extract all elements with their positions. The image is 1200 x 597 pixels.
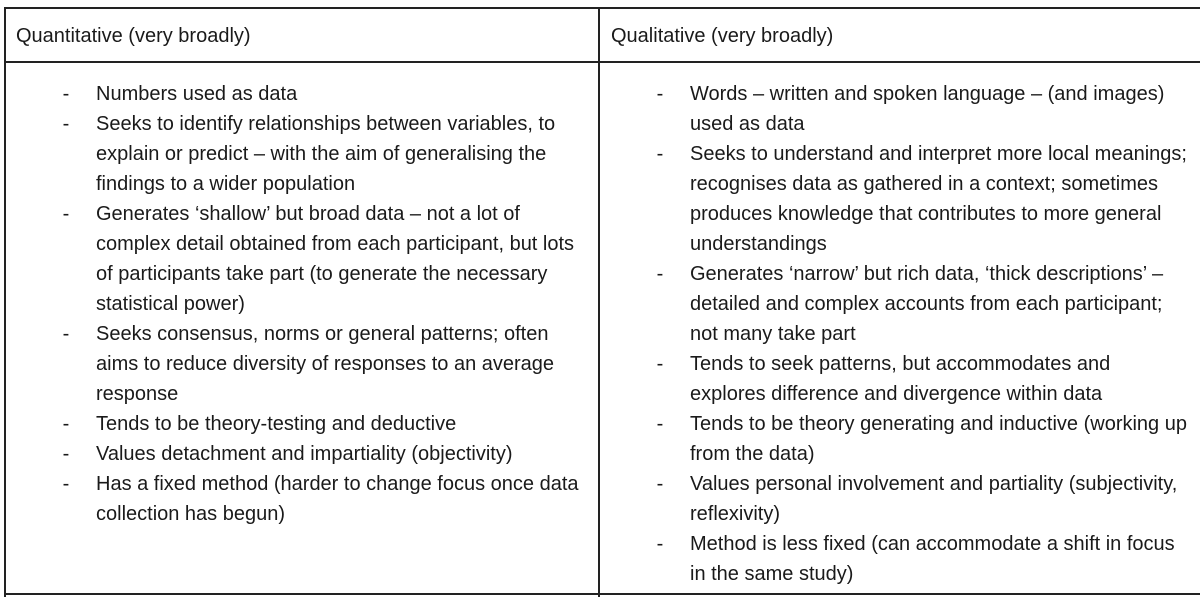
list-item [56,409,591,439]
bullet-dash: - [656,533,664,555]
bullet-dash: - [656,263,664,285]
list-item [56,319,591,409]
list-item-text: Numbers used as data [96,83,298,105]
qualitative-header: Qualitative (very broadly) [600,9,1200,63]
bullet-dash: - [62,113,70,135]
list-item-text: Seeks to understand and interpret more local meanings; recognises data as gathered in a context; sometimes produces knowledge that contributes to more general understandings [690,143,1187,255]
list-item-text: Words – written and spoken language – (and images) used as data [690,83,1165,135]
bullet-dash: - [62,83,70,105]
bullet-dash: - [656,353,664,375]
list-item [650,409,1190,469]
list-item-text: Tends to be theory generating and inductive (working up from the data) [690,413,1187,465]
quantitative-header: Quantitative (very broadly) [6,9,598,63]
bullet-dash: - [656,83,664,105]
bullet-dash: - [656,413,664,435]
bullet-dash: - [656,143,664,165]
qualitative-list [650,79,1190,589]
list-item [56,109,591,199]
table-bottom-border [4,593,1200,595]
bullet-dash: - [656,473,664,495]
list-item-text: Tends to seek patterns, but accommodates and explores difference and divergence within data [690,353,1111,405]
quantitative-list [56,79,591,529]
list-item-text: Has a fixed method (harder to change focus once data collection has begun) [96,473,579,525]
bullet-dash: - [62,443,70,465]
quantitative-column [6,9,600,597]
bullet-dash: - [62,203,70,225]
list-item [56,79,591,109]
list-item [650,139,1190,259]
list-item [650,259,1190,349]
list-item [650,79,1190,139]
list-item-text: Values detachment and impartiality (objectivity) [96,443,513,465]
list-item-text: Generates ‘shallow’ but broad data – not a lot of complex detail obtained from each participant, but lots of participants take part (to generate the necessary statistical power) [96,203,575,315]
list-item-text: Method is less fixed (can accommodate a shift in focus in the same study) [690,533,1175,585]
list-item-text: Tends to be theory-testing and deductive [96,413,457,435]
list-item [56,439,591,469]
list-item [650,349,1190,409]
qualitative-column [600,9,1200,597]
bullet-dash: - [62,323,70,345]
list-item-text: Seeks to identify relationships between variables, to explain or predict – with the aim of generalising the findings to a wider population [96,113,556,195]
list-item [56,199,591,319]
list-item-text: Seeks consensus, norms or general patterns; often aims to reduce diversity of responses to an average response [96,323,555,405]
list-item-text: Generates ‘narrow’ but rich data, ‘thick descriptions’ – detailed and complex accounts from each participant; not many take part [690,263,1164,345]
list-item [650,469,1190,529]
comparison-table [4,7,1200,597]
list-item-text: Values personal involvement and partiality (subjectivity, reflexivity) [690,473,1178,525]
bullet-dash: - [62,413,70,435]
bullet-dash: - [62,473,70,495]
list-item [650,529,1190,589]
list-item [56,469,591,529]
